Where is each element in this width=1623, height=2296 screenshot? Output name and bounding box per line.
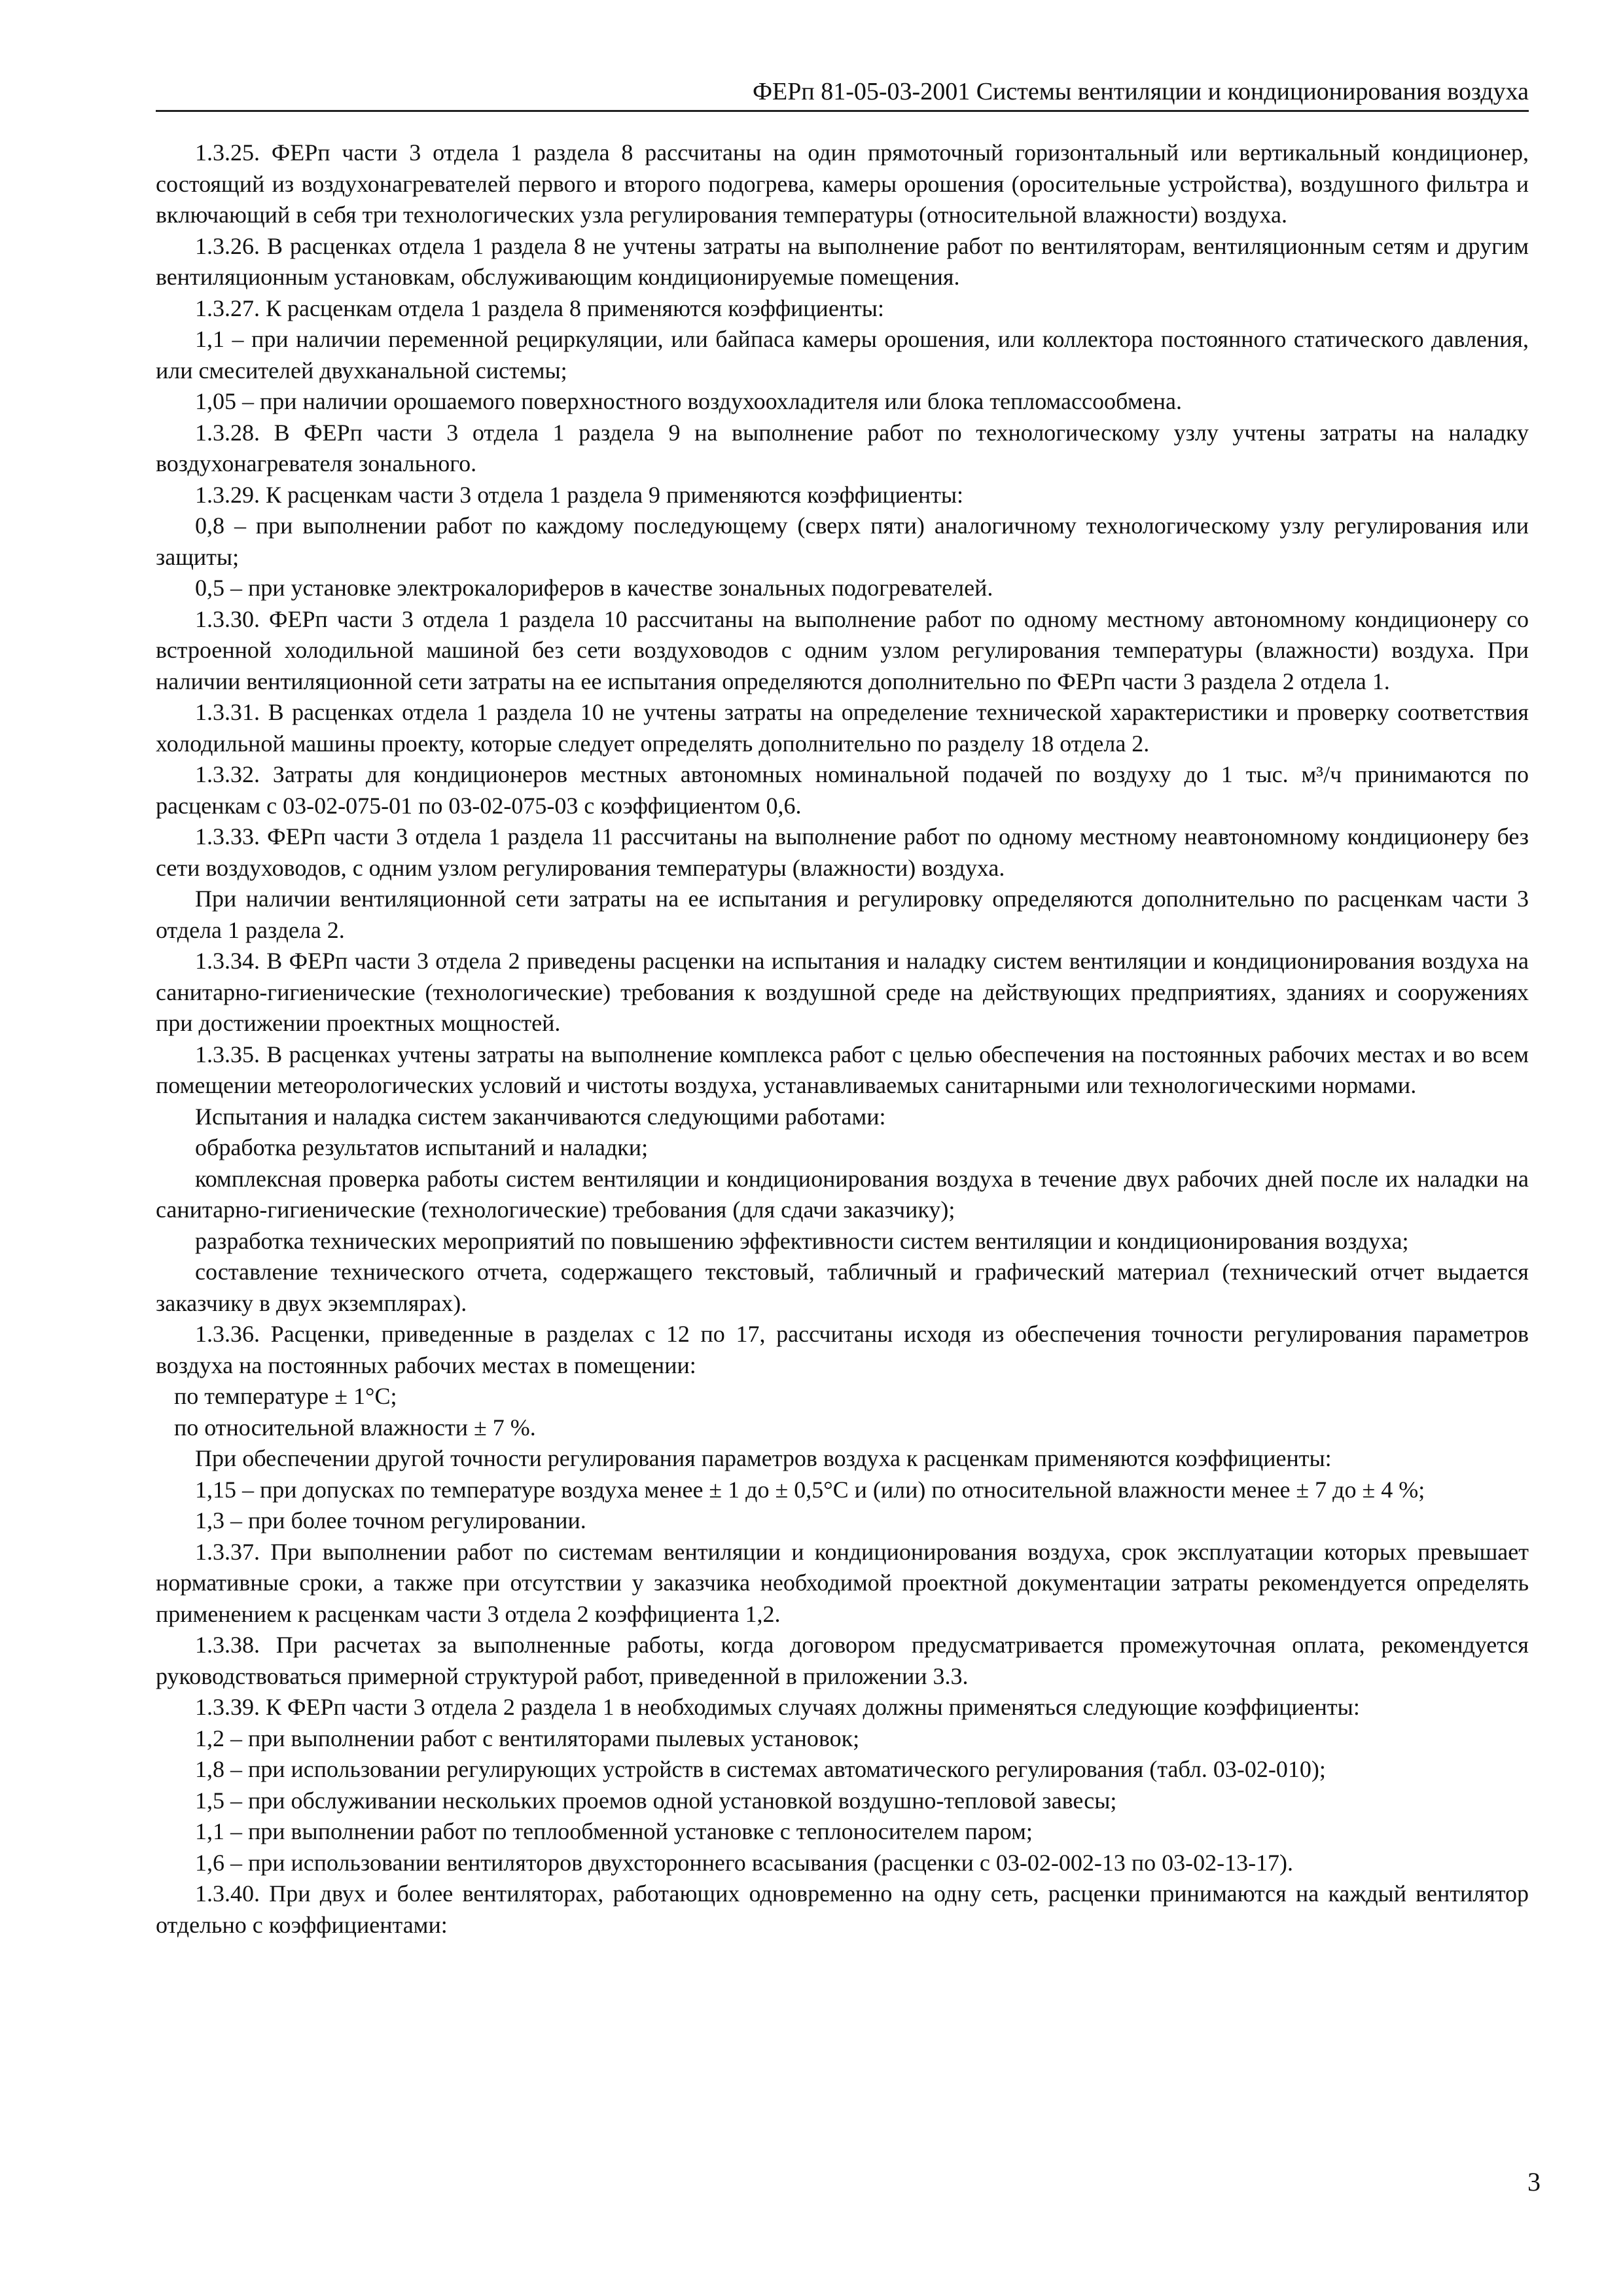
paragraph: обработка результатов испытаний и наладки; — [195, 1134, 649, 1160]
paragraph: 0,8 – при выполнении работ по каждому последующему (сверх пяти) аналогичному технологическому узлу регулирования или защиты; — [156, 512, 1529, 570]
paragraph: по температуре ± 1°С; — [174, 1383, 397, 1409]
header-title: ФЕРп 81-05-03-2001 Системы вентиляции и кондиционирования воздуха — [753, 78, 1529, 105]
paragraph: При наличии вентиляционной сети затраты на ее испытания и регулировку определяются дополнительно по расценкам части 3 отдела 1 раздела 2. — [156, 886, 1529, 943]
paragraph: 1,15 – при допусках по температуре воздуха менее ± 1 до ± 0,5°С и (или) по относительной влажности менее ± 7 до ± 4 %; — [195, 1476, 1425, 1503]
paragraph: 1.3.32. Затраты для кондиционеров местных автономных номинальной подачей по воздуху до 1 тыс. м³/ч принимаются по расценкам с 03-02-075-01 по 03-02-075-03 с коэффициентом 0,6. — [156, 761, 1529, 819]
paragraph: 1,2 – при выполнении работ с вентиляторами пылевых установок; — [195, 1725, 860, 1751]
paragraph: 0,5 – при установке электрокалориферов в качестве зональных подогревателей. — [195, 575, 993, 601]
paragraph: При обеспечении другой точности регулирования параметров воздуха к расценкам применяются коэффициенты: — [195, 1445, 1332, 1471]
paragraph: 1,1 – при выполнении работ по теплообменной установке с теплоносителем паром; — [195, 1818, 1033, 1844]
paragraph: 1.3.31. В расценках отдела 1 раздела 10 не учтены затраты на определение технической характеристики и проверку соответствия холодильной машины проекту, которые следует определять дополнительно по разделу 18 отдела 2. — [156, 699, 1529, 757]
paragraph: комплексная проверка работы систем вентиляции и кондиционирования воздуха в течение двух рабочих дней после их наладки на санитарно-гигиенические (технологические) требования (для сдачи заказчику); — [156, 1165, 1529, 1223]
paragraph: по относительной влажности ± 7 %. — [174, 1414, 536, 1441]
paragraph: 1,5 – при обслуживании нескольких проемов одной установкой воздушно-тепловой завесы; — [195, 1787, 1117, 1814]
paragraph: 1,8 – при использовании регулирующих устройств в системах автоматического регулирования (табл. 03-02-010); — [195, 1756, 1326, 1782]
paragraph: 1.3.28. В ФЕРп части 3 отдела 1 раздела 9 на выполнение работ по технологическому узлу учтены затраты на наладку воздухонагревателя зонального. — [156, 419, 1529, 476]
page-number: 3 — [1527, 2167, 1541, 2197]
paragraph: 1.3.40. При двух и более вентиляторах, работающих одновременно на одну сеть, расценки принимаются на каждый вентилятор отдельно с коэффициентами: — [156, 1880, 1529, 1938]
paragraph: 1,6 – при использовании вентиляторов двухстороннего всасывания (расценки с 03-02-002-13 по 03-02-13-17). — [195, 1849, 1294, 1876]
paragraph: 1,3 – при более точном регулировании. — [195, 1507, 586, 1534]
paragraph: 1.3.38. При расчетах за выполненные работы, когда договором предусматривается промежуточная оплата, рекомендуется руководствоваться примерной структурой работ, приведенной в приложении 3.3. — [156, 1632, 1529, 1689]
paragraph: составление технического отчета, содержащего текстовый, табличный и графический материал (технический отчет выдается заказчику в двух экземплярах). — [156, 1259, 1529, 1316]
paragraph: 1.3.26. В расценках отдела 1 раздела 8 не учтены затраты на выполнение работ по вентиляторам, вентиляционным сетям и другим вентиляционным установкам, обслуживающим кондиционируемые помещения. — [156, 232, 1529, 290]
paragraph: 1.3.30. ФЕРп части 3 отдела 1 раздела 10 рассчитаны на выполнение работ по одному местному автономному кондиционеру со встроенной холодильной машиной без сети воздуховодов с одним узлом регулирования температуры (влажности) воздуха. При наличии вентиляционной сети затраты на ее испытания определяются дополнительно по ФЕРп части 3 раздела 2 отдела 1. — [156, 605, 1529, 694]
document-body — [156, 137, 1529, 1941]
paragraph: 1.3.34. В ФЕРп части 3 отдела 2 приведены расценки на испытания и наладку систем вентиляции и кондиционирования воздуха на санитарно-гигиенические (технологические) требования к воздушной среде на действующих предприятиях, зданиях и сооружениях при достижении проектных мощностей. — [156, 948, 1529, 1036]
paragraph: 1,1 – при наличии переменной рециркуляции, или байпаса камеры орошения, или коллектора постоянного статического давления, или смесителей двухканальной системы; — [156, 326, 1529, 384]
paragraph: 1.3.33. ФЕРп части 3 отдела 1 раздела 11 рассчитаны на выполнение работ по одному местному неавтономному кондиционеру без сети воздуховодов, с одним узлом регулирования температуры (влажности) воздуха. — [156, 823, 1529, 881]
paragraph: разработка технических мероприятий по повышению эффективности систем вентиляции и кондиционирования воздуха; — [195, 1227, 1409, 1254]
paragraph: 1.3.27. К расценкам отдела 1 раздела 8 применяются коэффициенты: — [195, 295, 884, 321]
paragraph: 1.3.36. Расценки, приведенные в разделах с 12 по 17, рассчитаны исходя из обеспечения точности регулирования параметров воздуха на постоянных рабочих местах в помещении: — [156, 1321, 1529, 1378]
paragraph: Испытания и наладка систем заканчиваются следующими работами: — [195, 1103, 886, 1130]
paragraph: 1.3.39. К ФЕРп части 3 отдела 2 раздела 1 в необходимых случаях должны применяться следующие коэффициенты: — [195, 1694, 1360, 1720]
paragraph: 1,05 – при наличии орошаемого поверхностного воздухоохладителя или блока тепломассообмена. — [195, 388, 1182, 414]
paragraph: 1.3.29. К расценкам части 3 отдела 1 раздела 9 применяются коэффициенты: — [195, 481, 964, 508]
paragraph: 1.3.25. ФЕРп части 3 отдела 1 раздела 8 рассчитаны на один прямоточный горизонтальный или вертикальный кондиционер, состоящий из воздухонагревателей первого и второго подогрева, камеры орошения (оросительные устройства), воздушного фильтра и включающий в себя три технологических узла регулирования температуры (относительной влажности) воздуха. — [156, 139, 1529, 228]
running-header — [156, 73, 1529, 112]
paragraph: 1.3.35. В расценках учтены затраты на выполнение комплекса работ с целью обеспечения на постоянных рабочих местах и во всем помещении метеорологических условий и чистоты воздуха, устанавливаемых санитарными или технологическими нормами. — [156, 1041, 1529, 1098]
paragraph: 1.3.37. При выполнении работ по системам вентиляции и кондиционирования воздуха, срок эксплуатации которых превышает нормативные сроки, а также при отсутствии у заказчика необходимой проектной документации затраты рекомендуется определять применением к расценкам части 3 отдела 2 коэффициента 1,2. — [156, 1538, 1529, 1627]
